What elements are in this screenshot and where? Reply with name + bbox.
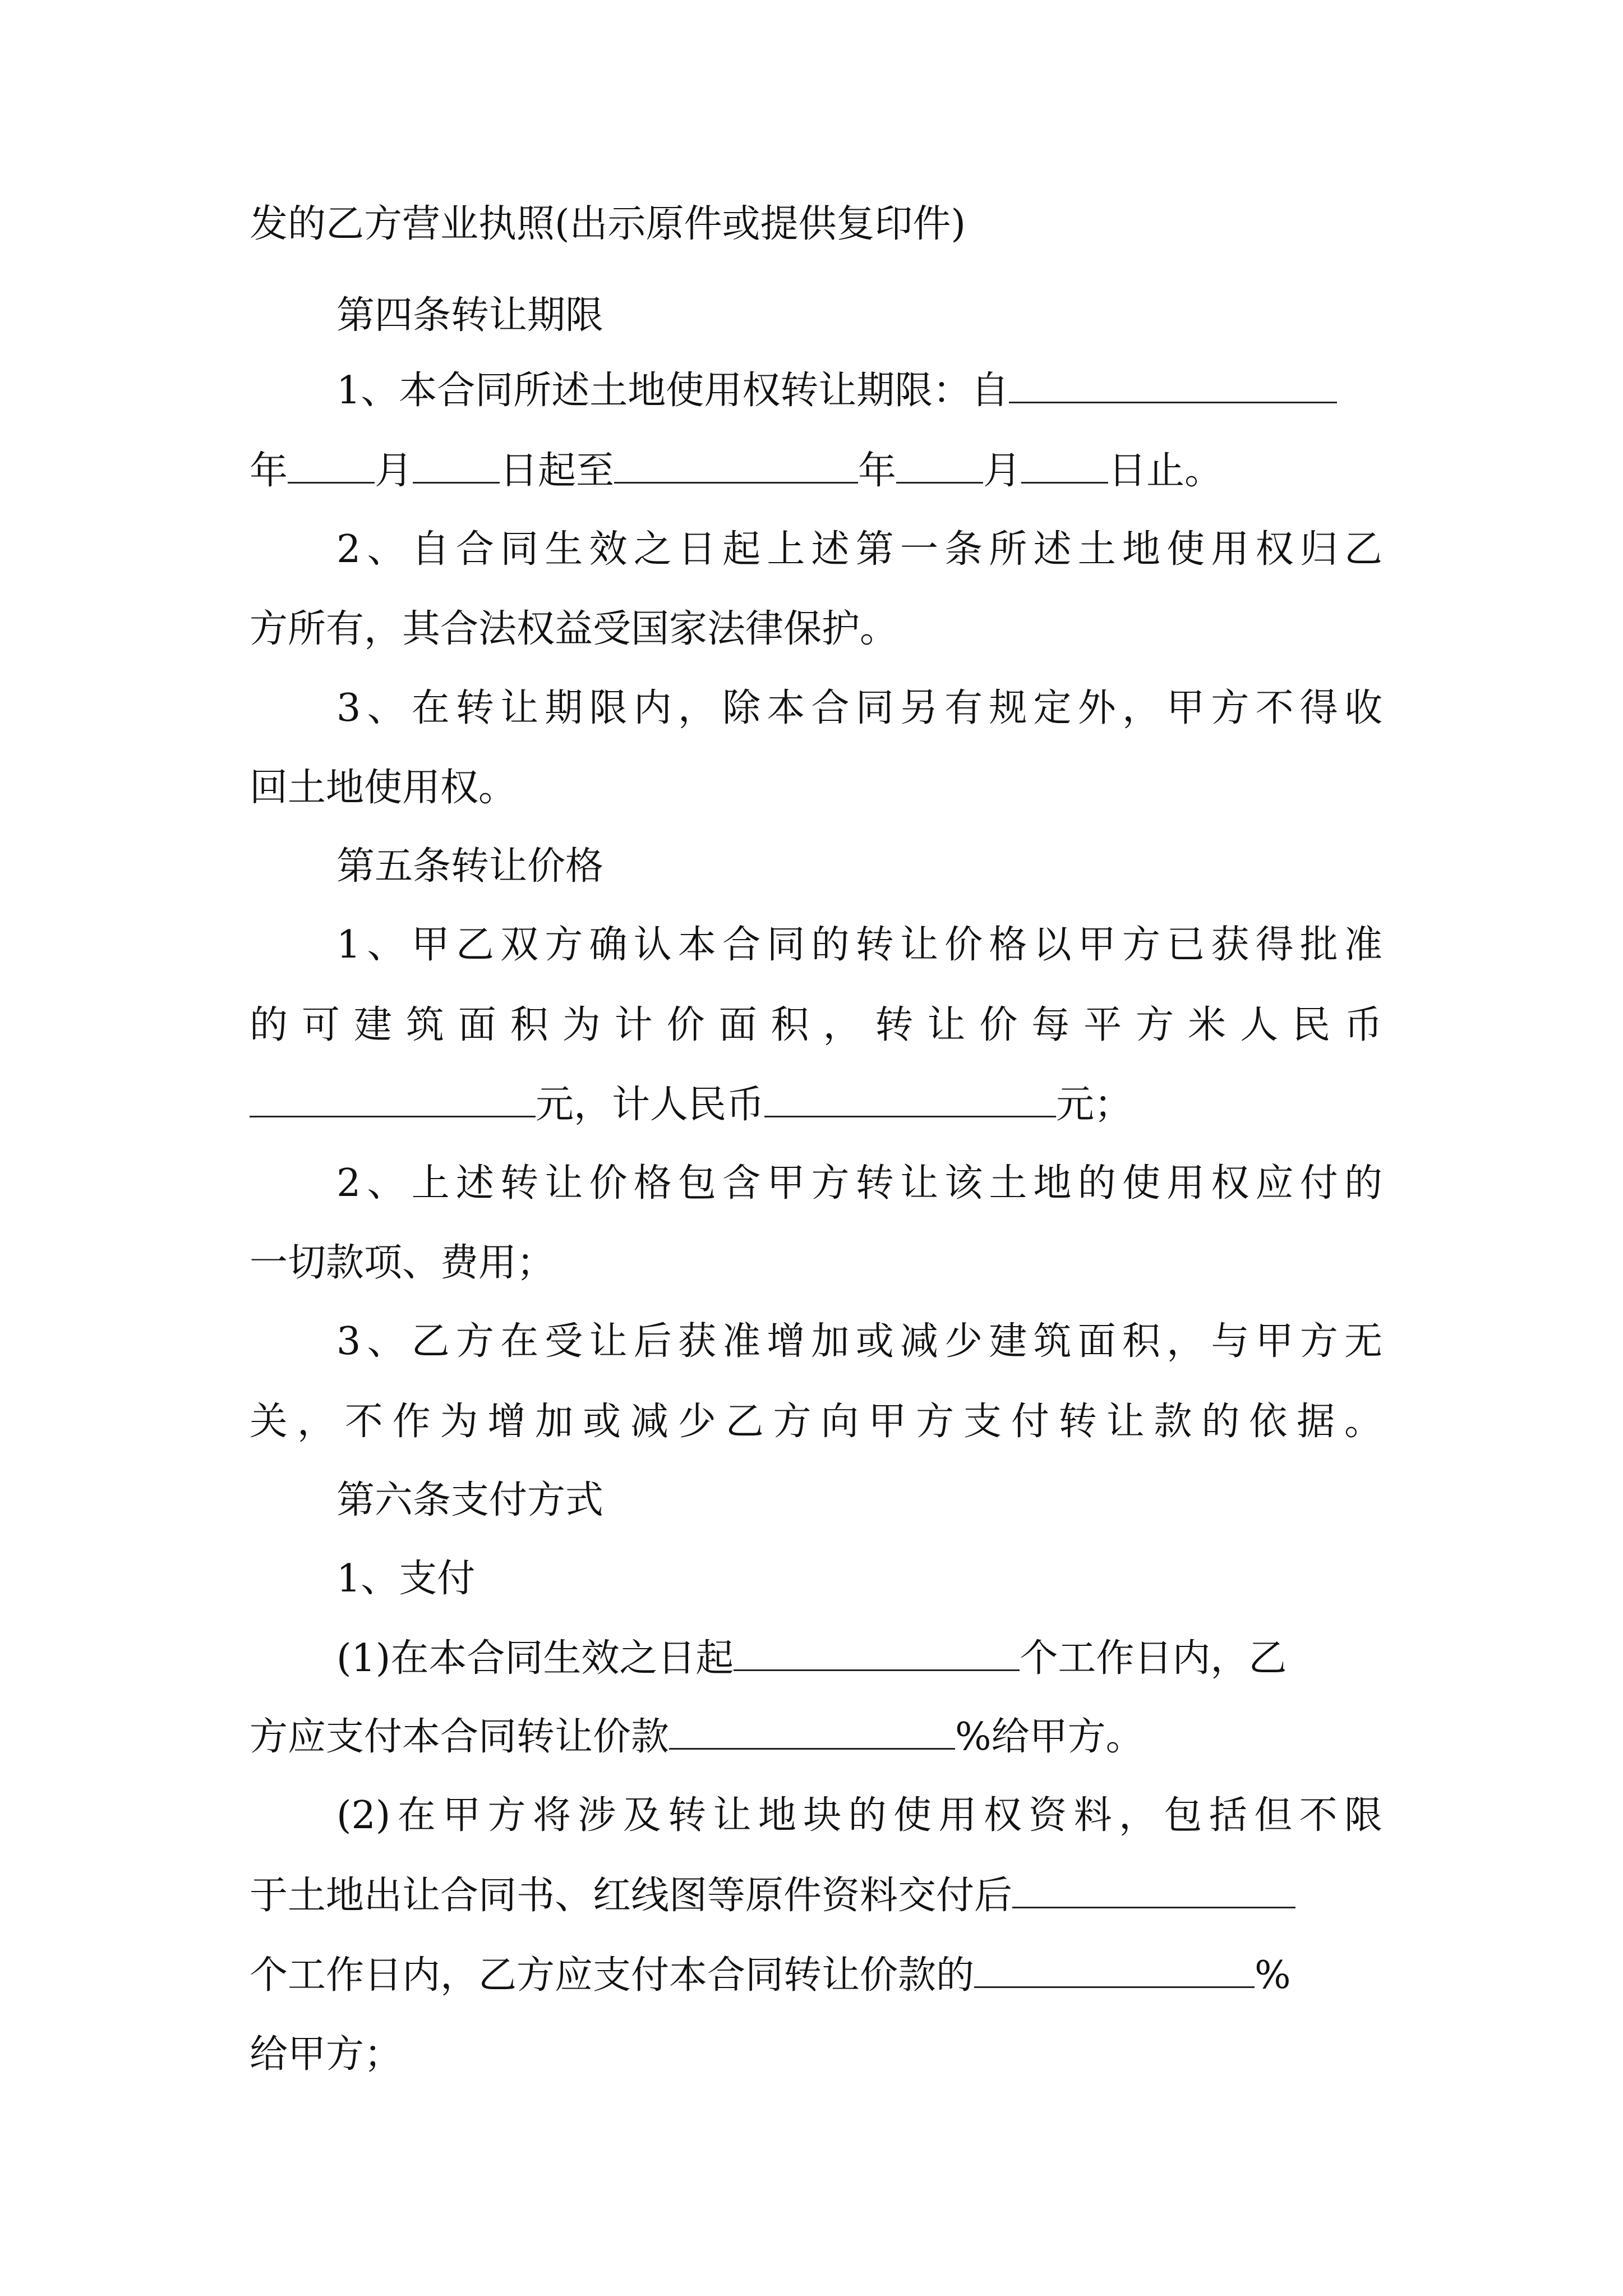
fill-blank[interactable] bbox=[288, 447, 375, 484]
fill-blank[interactable] bbox=[896, 447, 983, 484]
text-line bbox=[336, 683, 1382, 734]
line-text: 个工作日内，乙 bbox=[1020, 1636, 1287, 1681]
text-line bbox=[250, 1238, 555, 1289]
section-heading-article-4 bbox=[336, 291, 603, 341]
text-line bbox=[250, 1712, 1144, 1763]
text-line bbox=[336, 524, 1382, 575]
text-line bbox=[336, 1554, 475, 1604]
fill-blank[interactable] bbox=[250, 1081, 536, 1117]
text-line bbox=[250, 604, 898, 655]
text-line bbox=[250, 2030, 402, 2080]
text-line bbox=[336, 1158, 1382, 1209]
section-heading-article-5 bbox=[336, 841, 603, 892]
line-text: 日起至 bbox=[500, 449, 615, 493]
text-line bbox=[336, 366, 1337, 416]
line-text: 一切款项、费用； bbox=[250, 1241, 555, 1285]
fill-blank[interactable] bbox=[669, 1713, 955, 1750]
fill-blank[interactable] bbox=[764, 1081, 1056, 1117]
line-text: 第四条转让期限 bbox=[336, 293, 604, 338]
fill-blank[interactable] bbox=[1012, 1872, 1295, 1908]
line-text: 的可建筑面积为计价面积，转让价每平方米人民币 bbox=[250, 1003, 1382, 1047]
line-text: 月 bbox=[983, 449, 1022, 493]
line-text: 年 bbox=[250, 449, 288, 493]
line-text: 元，计人民币 bbox=[536, 1083, 765, 1127]
text-line bbox=[250, 446, 1223, 496]
line-text: %给甲方。 bbox=[955, 1715, 1144, 1759]
fill-blank[interactable] bbox=[1021, 447, 1108, 484]
line-text: 回土地使用权。 bbox=[250, 766, 517, 810]
line-text: 1、支付 bbox=[336, 1557, 476, 1601]
text-line bbox=[250, 1080, 1132, 1130]
line-text: 于土地出让合同书、红线图等原件资料交付后 bbox=[250, 1874, 1013, 1918]
section-heading-article-6 bbox=[336, 1475, 603, 1526]
line-text: 3、在转让期限内，除本合同另有规定外，甲方不得收 bbox=[336, 686, 1382, 730]
line-text: 方所有，其合法权益受国家法律保护。 bbox=[250, 607, 898, 651]
text-line bbox=[250, 1950, 1291, 2001]
text-line bbox=[250, 763, 517, 813]
line-text: 日止。 bbox=[1108, 449, 1223, 493]
text-line bbox=[336, 1634, 1287, 1684]
fill-blank[interactable] bbox=[974, 1952, 1255, 1988]
fill-blank[interactable] bbox=[614, 447, 858, 484]
line-text: 元； bbox=[1056, 1083, 1133, 1127]
line-text: 3、乙方在受让后获准增加或减少建筑面积，与甲方无 bbox=[336, 1319, 1382, 1364]
line-text: 个工作日内，乙方应支付本合同转让价款的 bbox=[250, 1953, 975, 1998]
text-line bbox=[250, 1000, 1382, 1051]
line-text: 第五条转让价格 bbox=[336, 844, 604, 889]
text-line bbox=[250, 199, 966, 250]
line-text: (1)在本合同生效之日起 bbox=[336, 1636, 734, 1681]
line-text: 方应支付本合同转让价款 bbox=[250, 1715, 670, 1759]
line-text: 月 bbox=[375, 449, 413, 493]
line-text: 给甲方； bbox=[250, 2032, 403, 2077]
line-text: 发的乙方营业执照(出示原件或提供复印件) bbox=[250, 202, 966, 246]
fill-blank[interactable] bbox=[734, 1635, 1020, 1671]
text-line bbox=[336, 920, 1382, 970]
text-line bbox=[250, 1871, 1295, 1921]
fill-blank[interactable] bbox=[1009, 367, 1337, 403]
text-line bbox=[336, 1317, 1382, 1367]
line-text: % bbox=[1255, 1953, 1291, 1998]
line-text: 2、自合同生效之日起上述第一条所述土地使用权归乙 bbox=[336, 527, 1382, 572]
line-text: 1、本合同所述土地使用权转让期限：自 bbox=[336, 369, 1009, 413]
text-line bbox=[336, 1791, 1382, 1841]
fill-blank[interactable] bbox=[413, 447, 500, 484]
text-line bbox=[250, 1397, 1382, 1447]
line-text: 年 bbox=[858, 449, 897, 493]
line-text: 1、甲乙双方确认本合同的转让价格以甲方已获得批准 bbox=[336, 923, 1382, 967]
line-text: 第六条支付方式 bbox=[336, 1478, 604, 1522]
line-text: 关，不作为增加或减少乙方向甲方支付转让款的依据。 bbox=[250, 1400, 1382, 1444]
line-text: 2、上述转让价格包含甲方转让该土地的使用权应付的 bbox=[336, 1161, 1382, 1205]
line-text: (2)在甲方将涉及转让地块的使用权资料，包括但不限 bbox=[336, 1793, 1382, 1838]
